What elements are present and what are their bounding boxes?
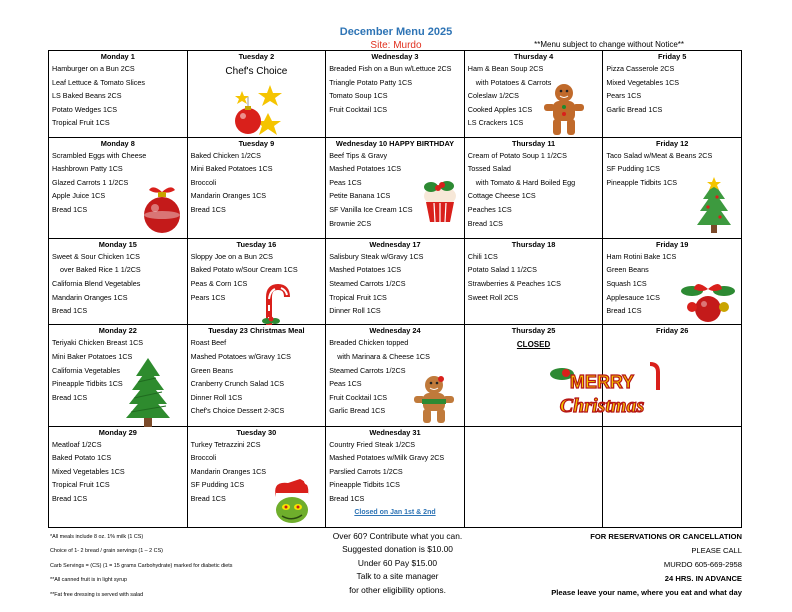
donation-line: for other eligibility options.: [349, 584, 446, 595]
ornament-bow-icon: [680, 279, 736, 327]
menu-item: Mandarin Oranges 1CS: [52, 292, 128, 302]
svg-text:MERRY: MERRY: [569, 372, 635, 392]
menu-item: Sweet & Sour Chicken 1CS: [52, 251, 140, 261]
menu-item: Garlic Bread 1CS: [606, 104, 663, 114]
day-header: Monday 8: [100, 138, 135, 148]
menu-item: Mandarin Oranges 1CS: [190, 466, 267, 476]
day-header: Friday 19: [655, 239, 689, 249]
menu-item: Broccoli: [190, 453, 217, 463]
menu-item: Mashed Potatoes 1CS: [329, 164, 402, 174]
menu-item: Bread 1CS: [606, 306, 642, 316]
menu-item: Cooked Apples 1CS: [467, 104, 533, 114]
day-cell: [49, 426, 188, 527]
change-notice: **Menu subject to change without Notice**: [534, 40, 684, 49]
menu-item: Tomato Soup 1CS: [329, 91, 388, 101]
menu-item: Ham Rotini Bake 1CS: [606, 251, 677, 261]
reservation-line: PLEASE CALL: [691, 546, 742, 555]
day-header: Monday 22: [98, 326, 137, 336]
day-header: Friday 12: [655, 138, 689, 148]
menu-item: Bread 1CS: [52, 204, 88, 214]
menu-item: Dinner Roll 1CS: [329, 306, 381, 316]
menu-item: Dinner Roll 1CS: [190, 392, 243, 402]
menu-item: Tropical Fruit 1CS: [329, 292, 387, 302]
menu-item: Ham & Bean Soup 2CS: [467, 64, 544, 73]
day-header: Tuesday 2: [238, 52, 275, 61]
menu-item: Triangle Potato Patty 1CS: [329, 77, 413, 87]
menu-item: over Baked Rice 1 1/2CS: [60, 265, 141, 275]
grinch-icon: [270, 477, 316, 525]
menu-item: Baked Chicken 1/2CS: [190, 150, 261, 160]
menu-item: Leaf Lettuce & Tomato Slices: [52, 77, 145, 87]
menu-item: Breaded Chicken topped: [329, 338, 409, 348]
day-cell: [464, 137, 603, 238]
menu-item: Mashed Potatoes w/Milk Gravy 2CS: [329, 453, 445, 463]
day-header: Thursday 11: [512, 138, 556, 148]
menu-item: Pineapple Tidbits 1CS: [329, 480, 400, 490]
week-row: [49, 238, 742, 325]
menu-item: LS Baked Beans 2CS: [52, 91, 122, 101]
menu-item: Meatloaf 1/2CS: [52, 439, 102, 449]
menu-item: Green Beans: [190, 365, 233, 375]
menu-item: Glazed Carrots 1 1/2CS: [52, 177, 129, 187]
day-cell: [49, 51, 188, 138]
gingerbread-man-icon: [413, 375, 455, 425]
day-header: Monday 29: [98, 427, 137, 437]
menu-calendar: [48, 50, 742, 528]
menu-item: with Potatoes & Carrots: [475, 77, 552, 87]
menu-item: Roast Beef: [190, 338, 227, 348]
day-header: Wednesday 10 HAPPY BIRTHDAY: [335, 138, 455, 148]
menu-item: Bread 1CS: [52, 392, 88, 402]
menu-item: Coleslaw 1/2CS: [467, 91, 519, 101]
menu-item: Potato Salad 1 1/2CS: [467, 265, 537, 275]
menu-item: Baked Potato w/Sour Cream 1CS: [190, 265, 298, 275]
svg-text:Christmas: Christmas: [559, 395, 645, 417]
menu-item: Mashed Potatoes w/Gravy 1CS: [190, 352, 291, 361]
menu-item: Country Fried Steak 1/2CS: [329, 439, 416, 449]
menu-item: Peas & Corn 1CS: [190, 279, 248, 289]
day-cell: [464, 238, 603, 325]
closed-label: CLOSED: [516, 340, 551, 350]
day-header: Thursday 25: [511, 326, 556, 336]
footer-note-line: Carb Servings = (CS) (1 = 15 grams Carbohydrate) marked for diabetic diets: [50, 562, 233, 569]
day-cell: [49, 238, 188, 325]
reservation-line: FOR RESERVATIONS OR CANCELLATION: [590, 532, 742, 541]
menu-item: Strawberries & Peaches 1CS: [467, 279, 561, 289]
menu-item: Brownie 2CS: [329, 218, 372, 228]
footer-donation-info: [300, 530, 495, 597]
menu-item: with Tomato & Hard Boiled Egg: [475, 177, 576, 187]
menu-item: Cottage Cheese 1CS: [467, 191, 536, 201]
menu-item: Taco Salad w/Meat & Beans 2CS: [606, 150, 713, 160]
menu-item: SF Vanilla Ice Cream 1CS: [329, 204, 413, 214]
menu-item: Parslied Carrots 1/2CS: [329, 466, 403, 476]
day-cell: [326, 51, 465, 138]
menu-item: Mandarin Oranges 1CS: [190, 191, 267, 201]
menu-item: Garlic Bread 1CS: [329, 406, 386, 416]
menu-item: Chili 1CS: [467, 251, 498, 261]
menu-item: Broccoli: [190, 177, 217, 187]
menu-item: Bread 1CS: [190, 204, 226, 214]
menu-item: Bread 1CS: [329, 494, 365, 504]
day-cell: [326, 238, 465, 325]
menu-item: Potato Wedges 1CS: [52, 104, 117, 114]
menu-item: Bread 1CS: [467, 218, 503, 228]
footer-reservations: [551, 530, 742, 600]
donation-line: Suggested donation is $10.00: [342, 544, 453, 555]
day-header: Wednesday 31: [369, 427, 421, 437]
reservation-line: 24 HRS. IN ADVANCE: [664, 574, 742, 583]
menu-item: Petite Banana 1CS: [329, 191, 391, 201]
menu-item: Fruit Cocktail 1CS: [329, 392, 388, 402]
christmas-tree-icon: [695, 177, 733, 235]
day-header: Friday 26: [655, 326, 689, 336]
menu-item: Pineapple Tidbits 1CS: [606, 177, 678, 187]
menu-item: Squash 1CS: [606, 279, 647, 289]
footer-notes: [50, 530, 232, 602]
week-row: [49, 51, 742, 138]
site-name: Site: Murdo: [370, 40, 422, 51]
menu-item: with Marinara & Cheese 1CS: [337, 352, 430, 361]
menu-item: LS Crackers 1CS: [467, 118, 524, 128]
week-row: [49, 426, 742, 527]
menu-item: Steamed Carrots 1/2CS: [329, 279, 406, 289]
menu-item: Peas 1CS: [329, 177, 362, 187]
menu-item: Applesauce 1CS: [606, 292, 660, 302]
menu-item: Peaches 1CS: [467, 204, 512, 214]
menu-title: December Menu 2025: [339, 26, 453, 38]
menu-item: Bread 1CS: [52, 494, 88, 504]
day-header: Wednesday 3: [371, 52, 419, 61]
day-cell: [187, 137, 326, 238]
menu-item: Mixed Vegetables 1CS: [606, 77, 680, 87]
day-header: Wednesday 24: [369, 326, 421, 336]
menu-item: Breaded Fish on a Bun w/Lettuce 2CS: [329, 64, 452, 73]
donation-line: Under 60 Pay $15.00: [357, 557, 438, 568]
christmas-ornament-stars-icon: [230, 83, 290, 143]
closed-jan-notice-link[interactable]: Closed on Jan 1st & 2nd: [354, 508, 436, 516]
menu-item: Sloppy Joe on a Bun 2CS: [190, 251, 273, 261]
menu-item: Tropical Fruit 1CS: [52, 118, 110, 128]
menu-item: Pears 1CS: [190, 292, 226, 302]
menu-item: Fruit Cocktail 1CS: [329, 104, 388, 114]
footer-note-line: *All meals include 8 oz. 1% milk (1 CS): [50, 534, 144, 540]
menu-item: Cranberry Crunch Salad 1CS: [190, 379, 285, 389]
reservation-line: Please leave your name, where you eat and what day: [551, 588, 742, 597]
day-cell: [603, 426, 742, 527]
menu-item: Sweet Roll 2CS: [467, 292, 519, 302]
reservation-line: MURDO 605-669-2958: [663, 560, 742, 569]
cupcake-icon: [420, 176, 460, 226]
chefs-choice-label: Chef's Choice: [225, 66, 288, 77]
day-header: Monday 15: [98, 239, 137, 249]
menu-item: Scrambled Eggs with Cheese: [52, 150, 147, 160]
menu-item: Tropical Fruit 1CS: [52, 480, 110, 490]
donation-line: Talk to a site manager: [356, 571, 439, 582]
footer-note-line: Choice of 1- 2 bread / grain servings (1 – 2 CS): [50, 548, 163, 555]
menu-item: SF Pudding 1CS: [190, 480, 245, 490]
candy-cane-icon: [255, 283, 295, 328]
day-header: Friday 5: [658, 52, 687, 61]
menu-item: Peas 1CS: [329, 379, 362, 389]
menu-item: Mixed Vegetables 1CS: [52, 466, 125, 476]
menu-item: Mini Baked Potatoes 1CS: [190, 164, 273, 174]
day-cell: [187, 325, 326, 426]
day-header: Wednesday 17: [369, 239, 421, 249]
day-header: Tuesday 23 Christmas Meal: [208, 326, 305, 336]
day-cell: [464, 426, 603, 527]
menu-item: Salisbury Steak w/Gravy 1CS: [329, 251, 424, 261]
christmas-tree-icon: [126, 358, 170, 428]
menu-item: California Blend Vegetables: [52, 279, 141, 289]
day-header: Monday 1: [100, 52, 135, 61]
menu-item: Pineapple Tidbits 1CS: [52, 379, 123, 389]
menu-item: Tossed Salad: [467, 164, 511, 174]
footer-note-line: **Fat free dressing is served with salad: [50, 591, 144, 598]
donation-line: Over 60? Contribute what you can.: [332, 531, 463, 541]
menu-item: Pears 1CS: [606, 91, 642, 101]
day-cell: [603, 51, 742, 138]
day-header: Thursday 18: [511, 239, 556, 249]
menu-item: Bread 1CS: [52, 306, 88, 316]
menu-item: Green Beans: [606, 265, 649, 275]
merry-christmas-banner: [540, 360, 665, 422]
menu-item: Mashed Potatoes 1CS: [329, 265, 402, 275]
menu-item: Apple Juice 1CS: [52, 191, 106, 201]
menu-item: SF Pudding 1CS: [606, 164, 660, 174]
menu-item: Hamburger on a Bun 2CS: [52, 64, 135, 73]
day-header: Tuesday 30: [236, 427, 277, 437]
menu-item: California Vegetables: [52, 365, 120, 375]
footer-note-line: **All canned fruit is in light syrup: [50, 577, 128, 584]
menu-item: Bread 1CS: [190, 494, 226, 504]
day-header: Tuesday 16: [236, 239, 277, 249]
menu-item: Cream of Potato Soup 1 1/2CS: [467, 150, 567, 160]
menu-item: Turkey Tetrazzini 2CS: [190, 439, 261, 449]
menu-item: Pizza Casserole 2CS: [606, 64, 675, 73]
menu-item: Chef's Choice Dessert 2-3CS: [190, 406, 285, 416]
menu-item: Steamed Carrots 1/2CS: [329, 365, 406, 375]
menu-item: Teriyaki Chicken Breast 1CS: [52, 338, 144, 348]
day-header: Thursday 4: [513, 52, 554, 61]
day-header: Tuesday 9: [238, 138, 275, 148]
menu-item: Baked Potato 1CS: [52, 453, 112, 463]
red-ornament-icon: [141, 184, 183, 234]
day-cell: [326, 426, 465, 527]
menu-item: Hashbrown Patty 1CS: [52, 164, 123, 174]
gingerbread-man-icon: [543, 83, 585, 138]
menu-item: Beef Tips & Gravy: [329, 150, 388, 160]
menu-item: Mini Baker Potatoes 1CS: [52, 352, 133, 361]
